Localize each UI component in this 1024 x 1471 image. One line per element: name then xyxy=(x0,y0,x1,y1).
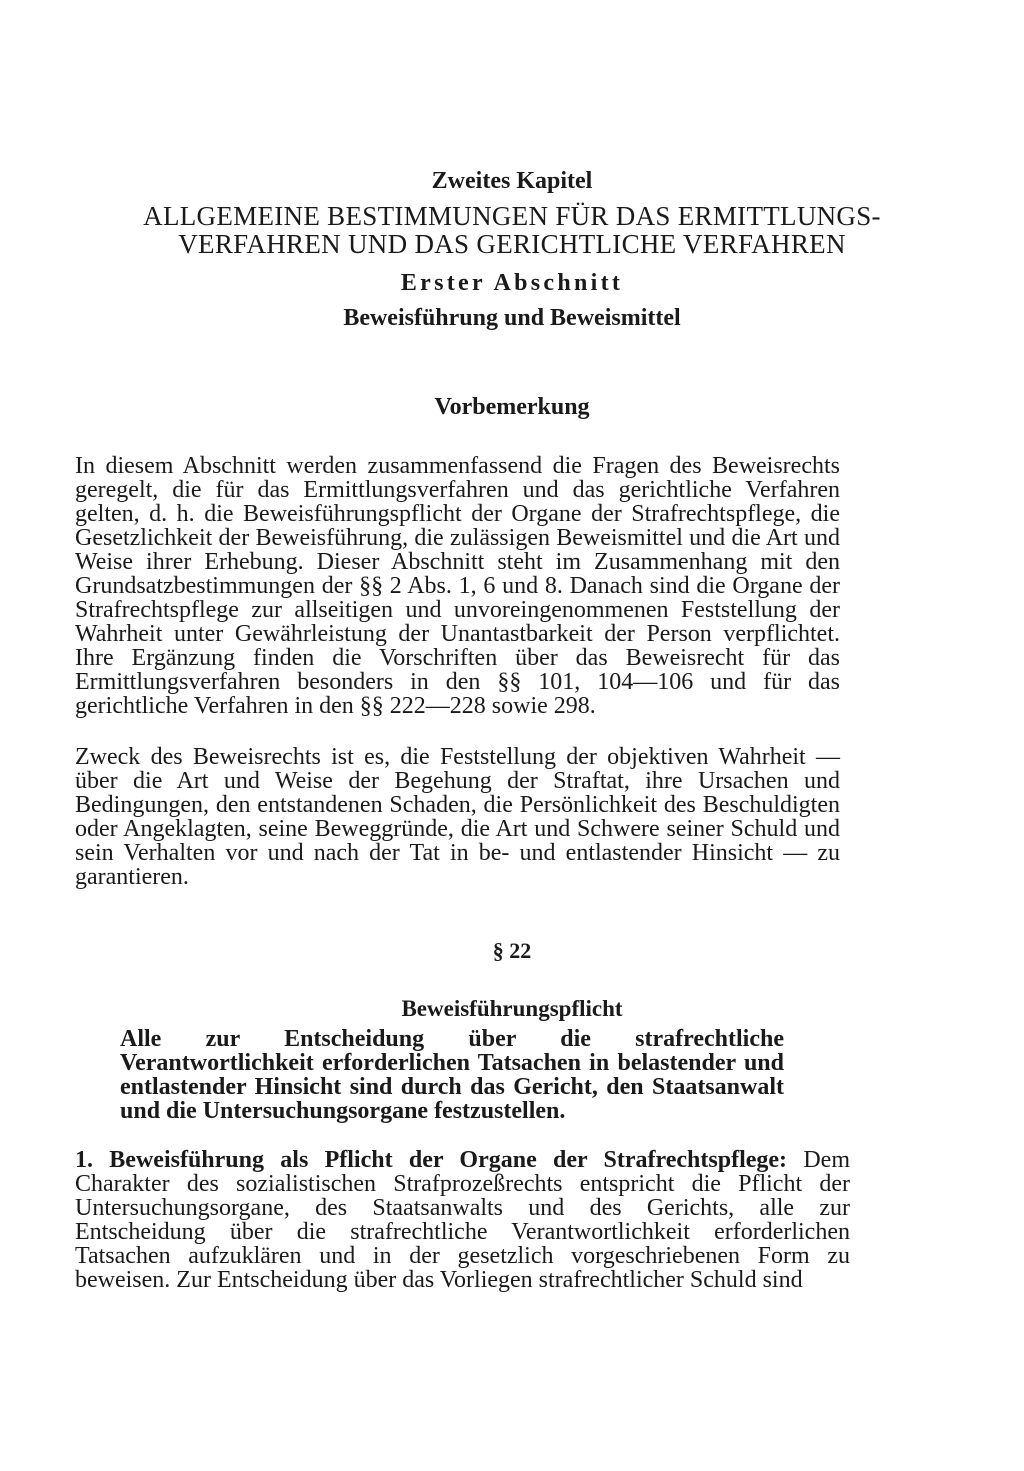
statute-text xyxy=(120,1027,784,1123)
chapter-title-line-2: VERFAHREN UND DAS GERICHTLICHE VERFAHREN xyxy=(178,229,846,259)
preface-heading: Vorbemerkung xyxy=(434,394,590,420)
preface-paragraph-2 xyxy=(75,745,840,889)
statute-text-body: Alle zur Entscheidung über die strafrechtliche Verantwortlichkeit erforderlichen Tatsachen in belastender und entlastender Hinsicht sind durch das Gericht, den Staatsanwalt und die Untersuchungsorgane festzustellen. xyxy=(120,1026,784,1124)
section-label: Erster Abschnitt xyxy=(400,270,624,296)
commentary-heading: 1. Beweisführung als Pflicht der Organe der Strafrechtspflege: xyxy=(75,1147,788,1173)
preface-paragraph-1 xyxy=(75,454,840,718)
chapter-title-line-1: ALLGEMEINE BESTIMMUNGEN FÜR DAS ERMITTLUNGS- xyxy=(143,201,881,231)
preface-paragraph-2-text: Zweck des Beweisrechts ist es, die Feststellung der objektiven Wahrheit — über die Art und Weise der Begehung der Straftat, ihre Ursachen und Bedingungen, den entstandenen Schaden, die Persönlichkeit des Beschuldigten oder Angeklagten, seine Beweggründe, die Art und Schwere seiner Schuld und sein Verhalten vor und nach der Tat in be- und entlastender Hinsicht — zu garantieren. xyxy=(75,744,840,890)
commentary-text: Dem Charakter des sozialistischen Strafprozeßrechts entspricht die Pflicht der Untersuchungsorgane, des Staatsanwalts und des Gerichts, alle zur Entscheidung über die strafrechtliche Verantwortlichkeit erforderlichen Tatsachen aufzuklären und in der gesetzlich vorgeschriebenen Form zu beweisen. Zur Entscheidung über das Vorliegen strafrechtlicher Schuld sind xyxy=(75,1147,850,1293)
commentary-paragraph-body xyxy=(75,1148,850,1292)
section-title: Beweisführung und Beweismittel xyxy=(343,305,681,331)
commentary-paragraph xyxy=(75,1148,850,1292)
preface-paragraph-1-text: In diesem Abschnitt werden zusammenfassend die Fragen des Beweisrechts geregelt, die für das Ermittlungsverfahren und das gerichtliche Verfahren gelten, d. h. die Beweisführungspflicht der Organe der Strafrechtspflege, die Gesetzlichkeit der Beweisführung, die zulässigen Beweismittel und die Art und Weise ihrer Erhebung. Dieser Abschnitt steht im Zusammenhang mit den Grundsatzbestimmungen der §§ 2 Abs. 1, 6 und 8. Danach sind die Organe der Strafrechtspflege zur allseitigen und unvoreingenommenen Feststellung der Wahrheit unter Gewährleistung der Unantastbarkeit der Person verpflichtet. Ihre Ergänzung finden die Vorschriften über das Beweisrecht für das Ermittlungsverfahren besonders in den §§ 101, 104—106 und für das gerichtliche Verfahren in den §§ 222—228 sowie 298. xyxy=(75,453,840,719)
article-title: Beweisführungspflicht xyxy=(401,996,623,1021)
article-number: § 22 xyxy=(492,938,532,963)
chapter-label: Zweites Kapitel xyxy=(431,168,593,194)
